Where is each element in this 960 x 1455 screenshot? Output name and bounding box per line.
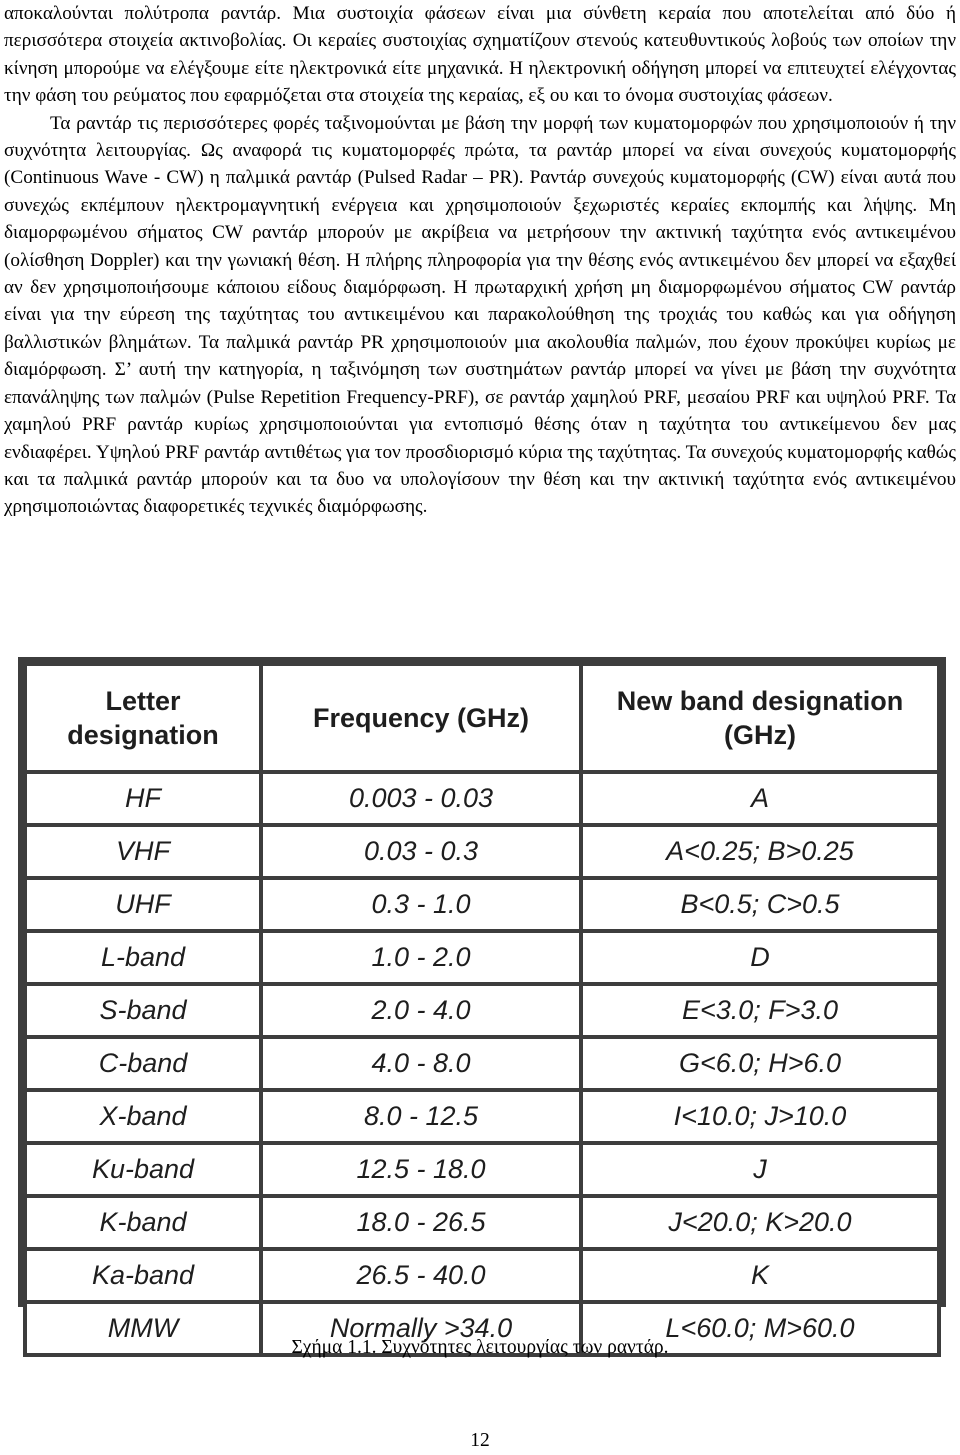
table-row bbox=[25, 931, 939, 984]
letter-cell: Ka-band bbox=[25, 1249, 261, 1302]
letter-cell: VHF bbox=[25, 825, 261, 878]
new-band-cell: E<3.0; F>3.0 bbox=[581, 984, 939, 1037]
paragraph-phased-array: αποκαλούνται πολύτροπα ραντάρ. Μια συστοιχία φάσεων είναι μια σύνθετη κεραία που αποτελείται από δύο ή περισσότερα στοιχεία ακτινοβολίας. Οι κεραίες συστοιχίας σχηματίζουν στενούς κατευθυντικούς λοβούς των οποίων την κίνηση μπορούμε να ελέγξουμε είτε ηλεκτρονικά είτε μηχανικά. Η ηλεκτρονική οδήγηση μπορεί να επιτευχτεί ελέγχοντας την φάση του ρεύματος που εφαρμόζεται στα στοιχεία της κεραίας, εξ ου και το όνομα συστοιχίας φάσεων. bbox=[4, 3, 956, 107]
paragraph-radar-classification: Τα ραντάρ τις περισσότερες φορές ταξινομούνται με βάση την μορφή των κυματομορφών που χρησιμοποιούν ή την συχνότητα λειτουργίας. Ως αναφορά τις κυματομορφές πρώτα, τα ραντάρ μπορεί να είναι συνεχούς κυματομορφής (Continuous Wave - CW) η παλμικά ραντάρ (Pulsed Radar – PR). Ραντάρ συνεχούς κυματομορφής (CW) είναι αυτά που συνεχώς εκπέμπουν ηλεκτρομαγνητική ενέργεια και χρησιμοποιούν ξεχωριστές κεραίες εκπομπής και λήψης. Μη διαμορφωμένου σήματος CW ραντάρ μπορούν με ακρίβεια να μετρήσουν την ακτινική ταχύτητα ενός αντικειμένου (ολίσθηση Doppler) και την γωνιακή θέση. Η πλήρης πληροφορία για την θέσης ενός αντικειμένου δεν μπορεί να εξαχθεί αν δεν χρησιμοποιήσουμε κάποιου είδους διαμόρφωση. Η πρωταρχική χρήση μη διαμορφωμένου σήματος CW ραντάρ είναι για την εύρεση της ταχύτητας του αντικειμένου και παρακολούθηση της τροχιάς του καθώς και για οδήγηση βαλλιστικών βλημάτων. Τα παλμικά ραντάρ PR χρησιμοποιούν μια ακολουθία παλμών, που έχουν προκύψει κυρίως με διαμόρφωση. Σ’ αυτή την κατηγορία, η ταξινόμηση των συστημάτων ραντάρ μπορεί να γίνει με βάση την συχνότητα επανάληψης των παλμών (Pulse Repetition Frequency-PRF), σε ραντάρ χαμηλού PRF, μεσαίου PRF και υψηλού PRF. Τα χαμηλού PRF ραντάρ κυρίως χρησιμοποιούνται για εντοπισμό θέσης όταν η ταχύτητα του αντικείμενου δεν μας ενδιαφέρει. Υψηλού PRF ραντάρ αντιθέτως για τον προσδιορισμό κύρια της ταχύτητας. Τα συνεχούς κυματομορφής καθώς και τα παλμικά ραντάρ μπορούν και τα δυο να υπολογίσουν την θέση και την ακτινική ταχύτητα ενός αντικειμένου χρησιμοποιώντας διαφορετικές τεχνικές διαμόρφωσης. bbox=[4, 112, 956, 518]
frequency-cell: 0.003 - 0.03 bbox=[261, 772, 581, 825]
radar-band-figure bbox=[18, 657, 946, 1343]
table-row bbox=[25, 825, 939, 878]
frequency-cell: 1.0 - 2.0 bbox=[261, 931, 581, 984]
new-band-cell: B<0.5; C>0.5 bbox=[581, 878, 939, 931]
frequency-cell: 26.5 - 40.0 bbox=[261, 1249, 581, 1302]
table-row bbox=[25, 1249, 939, 1302]
table-row bbox=[25, 878, 939, 931]
frequency-cell: 4.0 - 8.0 bbox=[261, 1037, 581, 1090]
header-letter-designation: Letter designation bbox=[25, 664, 261, 772]
table-header-row bbox=[25, 664, 939, 772]
table-row bbox=[25, 1037, 939, 1090]
new-band-cell: K bbox=[581, 1249, 939, 1302]
figure-caption: Σχήμα 1.1. Συχνότητες λειτουργίας των ραντάρ. bbox=[291, 1337, 669, 1358]
frequency-cell: Normally >34.0 bbox=[261, 1302, 581, 1355]
new-band-cell: J bbox=[581, 1143, 939, 1196]
table-row bbox=[25, 1143, 939, 1196]
frequency-cell: 0.03 - 0.3 bbox=[261, 825, 581, 878]
new-band-cell: A bbox=[581, 772, 939, 825]
letter-cell: UHF bbox=[25, 878, 261, 931]
new-band-cell: D bbox=[581, 931, 939, 984]
frequency-cell: 0.3 - 1.0 bbox=[261, 878, 581, 931]
header-new-band-designation: New band designation (GHz) bbox=[581, 664, 939, 772]
letter-cell: HF bbox=[25, 772, 261, 825]
frequency-cell: 18.0 - 26.5 bbox=[261, 1196, 581, 1249]
table-row bbox=[25, 1196, 939, 1249]
letter-cell: K-band bbox=[25, 1196, 261, 1249]
radar-band-table bbox=[23, 662, 941, 1357]
letter-cell: S-band bbox=[25, 984, 261, 1037]
table-row bbox=[25, 772, 939, 825]
new-band-cell: L<60.0; M>60.0 bbox=[581, 1302, 939, 1355]
frequency-cell: 12.5 - 18.0 bbox=[261, 1143, 581, 1196]
table-row bbox=[25, 1090, 939, 1143]
page-number: 12 bbox=[470, 1430, 490, 1451]
header-frequency: Frequency (GHz) bbox=[261, 664, 581, 772]
frequency-cell: 2.0 - 4.0 bbox=[261, 984, 581, 1037]
table-row bbox=[25, 984, 939, 1037]
new-band-cell: J<20.0; K>20.0 bbox=[581, 1196, 939, 1249]
letter-cell: X-band bbox=[25, 1090, 261, 1143]
new-band-cell: I<10.0; J>10.0 bbox=[581, 1090, 939, 1143]
letter-cell: C-band bbox=[25, 1037, 261, 1090]
letter-cell: Ku-band bbox=[25, 1143, 261, 1196]
body-text bbox=[4, 0, 956, 521]
new-band-cell: G<6.0; H>6.0 bbox=[581, 1037, 939, 1090]
frequency-cell: 8.0 - 12.5 bbox=[261, 1090, 581, 1143]
letter-cell: MMW bbox=[25, 1302, 261, 1355]
letter-cell: L-band bbox=[25, 931, 261, 984]
new-band-cell: A<0.25; B>0.25 bbox=[581, 825, 939, 878]
